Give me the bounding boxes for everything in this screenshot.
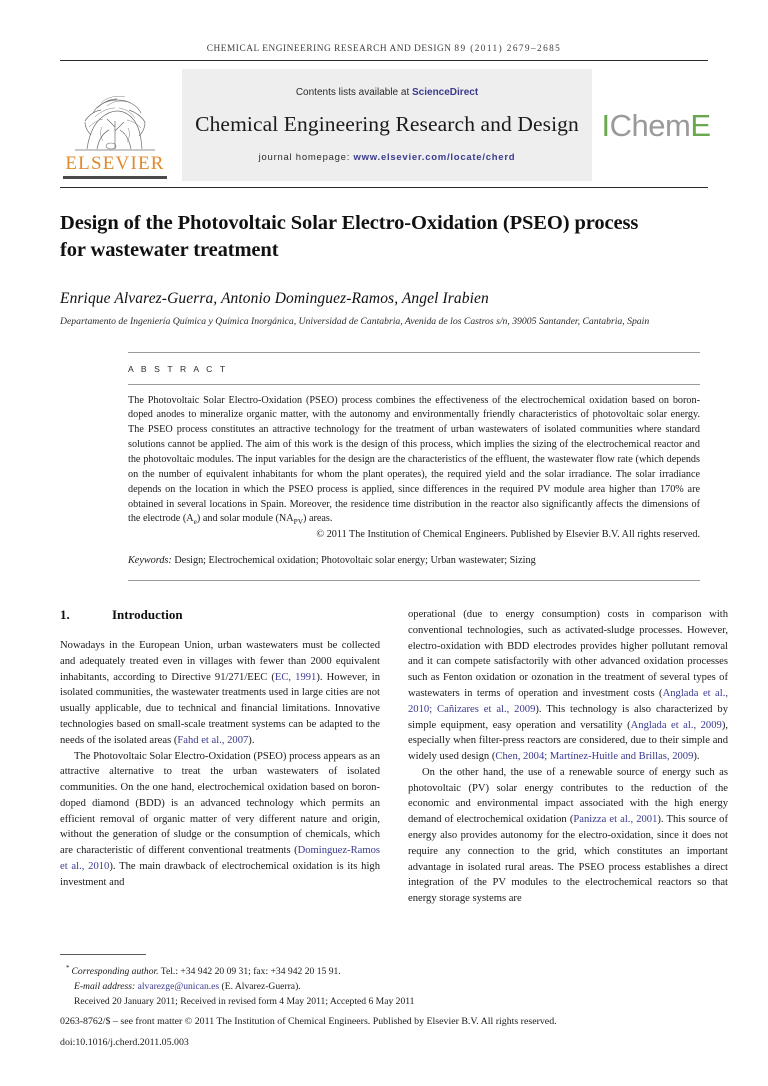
abstract-copyright: © 2011 The Institution of Chemical Engineers. Published by Elsevier B.V. All rights reserved. — [316, 529, 700, 541]
icheme-logo-e: E — [690, 107, 711, 143]
paragraph — [408, 607, 728, 765]
masthead-divider — [60, 187, 708, 188]
email-line — [60, 980, 708, 995]
paragraph-text: ), especially when filter-press reactors are considered, due to their simple and widely used design ( — [408, 719, 728, 763]
paragraph-text: ). — [693, 751, 700, 763]
abstract-text-part1: The Photovoltaic Solar Electro-Oxidation (PSEO) process combines the effectiveness of the electrochemical oxidation based on boron-doped anodes to mineralize organic matter, with the autonomy and environmentally friendly characteristics of photovoltaic solar energy. The PSEO process constitutes an attractive technology for the treatment of urban wastewaters of isolated communities where standard solutions cannot be applied. The aim of this work is the design of this process, which implies the sizing of the electrochemical reactor and the photovoltaic modules. The input variables for the design are the characteristics of the effluent, the wastewater flow rate (which depends on the number of equivalent inhabitants for whom the plant operates), the required yield and the solar irradiance. The solar irradiance depends on the location in which the PSEO process is applied, since differences in the required PV module area higher than 170% are obtained in several locations in Spain. Moreover, the residence time distribution in the reactor also significantly affects the dimensions of the electrode (A — [128, 394, 700, 525]
section-number: 1. — [60, 607, 70, 623]
icheme-logo-i: I — [601, 107, 610, 143]
author-list — [60, 290, 708, 308]
email-link[interactable]: alvarezge@unican.es — [137, 981, 220, 993]
citation-link[interactable]: Chen, 2004; Martínez-Huitle and Brillas, 2009 — [495, 751, 694, 763]
abstract-body — [128, 385, 700, 528]
paragraph-text: Nowadays in the European Union, urban wastewaters must be collected and adequately treated even in villages with fewer than 2000 equivalent inhabitants, according to Directive 91/271/EEC ( — [60, 640, 380, 683]
abstract-subscript-pv: PV — [293, 517, 304, 527]
abstract-text-part2: ) and solar module (NA — [196, 513, 294, 525]
abstract-subscript-ae: e — [193, 517, 197, 527]
author-names: Enrique Alvarez-Guerra, Antonio Dominguez-Ramos, Angel Irabien — [60, 290, 489, 308]
right-column — [408, 607, 728, 907]
paragraph-text: ). This source of energy also provides autonomy for the electro-oxidation, since it does not require any connection to the grid, which constitutes an important advantage in isolated rural areas. The PSEO process establishes a direct integration of the PV modules to the electrochemical reactors so that energy storage systems are — [408, 814, 728, 905]
keywords-label: Keywords: — [128, 555, 172, 567]
running-head — [60, 0, 708, 54]
elsevier-logo — [60, 69, 170, 181]
journal-homepage-label: journal homepage: — [258, 152, 354, 163]
keywords-line — [128, 555, 700, 566]
contents-lists-prefix: Contents lists available at — [295, 87, 412, 98]
paragraph — [408, 765, 728, 907]
paragraph-text: ). However, in isolated communities, the wastewater treatments used in large cities are not usually applicable, due to technical and financial limitations. Innovative technologies based on small-scale treatment systems can be adapted to the needs of the isolated areas ( — [60, 671, 380, 746]
keywords-value: Design; Electrochemical oxidation; Photovoltaic solar energy; Urban wastewater; Sizing — [171, 555, 536, 567]
section-heading-introduction — [60, 607, 380, 623]
header-divider — [60, 60, 708, 61]
corresponding-author-marker: * — [66, 964, 70, 973]
journal-banner — [182, 69, 592, 181]
citation-link[interactable]: Anglada et al., 2010; Cañizares et al., 2009 — [408, 688, 728, 715]
journal-title: Chemical Engineering Research and Design — [195, 112, 579, 136]
abstract-bottom-divider — [128, 580, 700, 581]
citation-link[interactable]: Anglada et al., 2009 — [630, 719, 722, 731]
author-affiliation: Departamento de Ingeniería Química y Química Inorgánica, Universidad de Cantabria, Avenida de los Castros s/n, 39005 Santander, Cantabria, Spain — [60, 316, 650, 328]
email-label: E-mail address: — [74, 981, 138, 993]
journal-homepage-url[interactable]: www.elsevier.com/locate/cherd — [353, 152, 516, 163]
paragraph-text: The Photovoltaic Solar Electro-Oxidation (PSEO) process appears as an attractive alternative to treat the urban wastewaters of isolated communities. On the one hand, electrochemical oxidation based on boron-doped diamond (BDD) is an advanced technology which permits an efficient removal of organic matter of very different nature and origin, without the generation of sludge or the consumption of chemicals, which are characteristic of different conventional treatments ( — [60, 750, 380, 857]
corresponding-author-line — [60, 963, 708, 980]
paragraph-text: ). This technology is also characterized by simple equipment, easy operation and versatility ( — [408, 703, 728, 731]
abstract-section — [128, 352, 700, 581]
elsevier-tree-icon — [67, 91, 163, 153]
paragraph-text: ). The main drawback of electrochemical oxidation is its high investment and — [60, 861, 380, 888]
page-footnotes — [60, 954, 708, 1050]
citation-link[interactable]: Panizza et al., 2001 — [573, 814, 658, 826]
paragraph-text: On the other hand, the use of a renewable source of energy such as photovoltaic (PV) solar energy contributes to the reduction of the economic and environmental impact associated with the high energy demand of electrochemical oxidation ( — [408, 766, 728, 826]
abstract-text-part3: ) areas. — [303, 513, 333, 525]
doi-line: doi:10.1016/j.cherd.2011.05.003 — [60, 1036, 189, 1048]
icheme-logo-chem: Chem — [609, 107, 691, 143]
footnote-divider — [60, 954, 146, 955]
sciencedirect-link[interactable]: ScienceDirect — [412, 87, 479, 98]
elsevier-wordmark: ELSEVIER — [65, 153, 165, 174]
abstract-label: A B S T R A C T — [128, 363, 228, 374]
running-head-journal: CHEMICAL ENGINEERING RESEARCH AND DESIGN — [206, 44, 452, 54]
corresponding-author-label: Corresponding author. — [71, 966, 159, 978]
article-title: Design of the Photovoltaic Solar Electro-Oxidation (PSEO) process for wastewater treatment — [60, 212, 639, 262]
elsevier-underbar — [63, 176, 167, 179]
corresponding-author-contact: Tel.: +34 942 20 09 31; fax: +34 942 20 15 91. — [158, 966, 341, 978]
citation-link[interactable]: EC, 1991 — [274, 671, 317, 683]
paragraph — [60, 638, 380, 748]
section-title: Introduction — [112, 607, 183, 623]
left-column — [60, 607, 380, 907]
citation-link[interactable]: Dominguez-Ramos et al., 2010 — [60, 845, 380, 873]
icheme-logo — [601, 69, 711, 181]
journal-homepage-line — [259, 152, 516, 163]
article-history-line: Received 20 January 2011; Received in revised form 4 May 2011; Accepted 6 May 2011 — [74, 995, 415, 1007]
paragraph-text: ). — [248, 734, 255, 746]
citation-link[interactable]: Fahd et al., 2007 — [177, 734, 249, 746]
email-owner: (E. Alvarez-Guerra). — [219, 981, 301, 993]
running-head-volume: 89 (2011) 2679–2685 — [454, 44, 562, 54]
body-columns — [60, 607, 728, 907]
paragraph-text: operational (due to energy consumption) costs in comparison with conventional technologies, such as activated-sludge processes. However, electro-oxidation with BDD electrodes provides higher pollutant removal and it can compete satisfactorily with other advanced oxidation processes such as Fenton oxidation or ozonation in the treatment of several types of wastewaters in terms of operation and investment costs ( — [408, 609, 728, 699]
journal-masthead — [60, 69, 711, 181]
imprint-line: 0263-8762/$ – see front matter © 2011 The Institution of Chemical Engineers. Published by Elsevier B.V. All rights reserved. — [60, 1016, 557, 1028]
paragraph — [60, 749, 380, 891]
contents-lists-line — [296, 87, 478, 98]
